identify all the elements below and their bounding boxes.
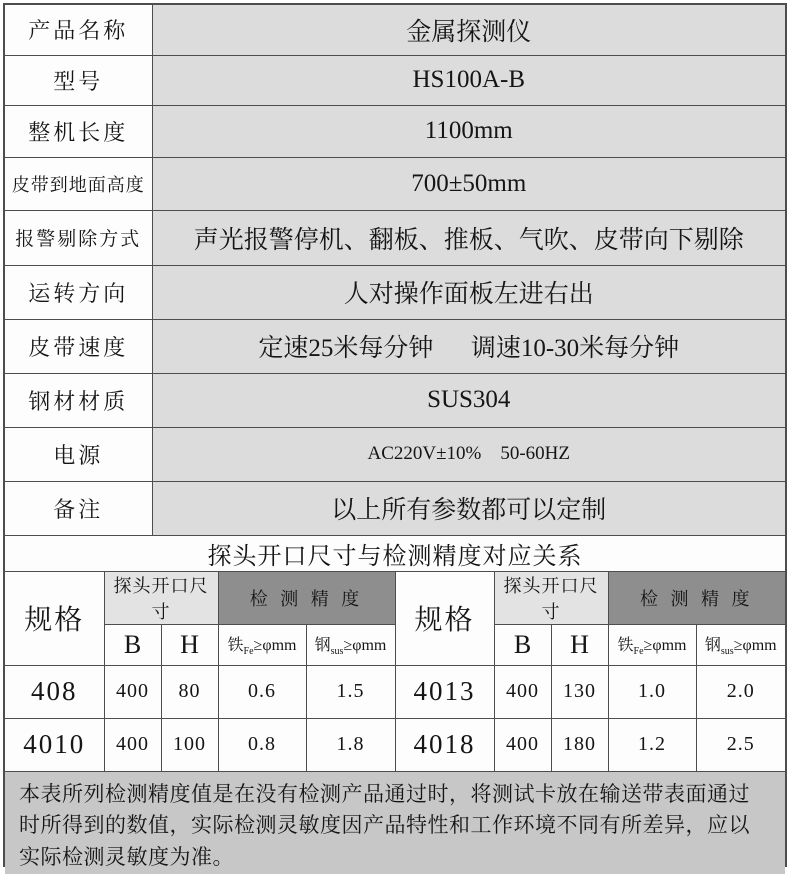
- precision-table: [5, 572, 785, 772]
- spec-table: [5, 5, 785, 536]
- precision-data-row: [5, 665, 785, 718]
- model-cell: 4018: [395, 718, 494, 771]
- spec-value-model: HS100A-B: [152, 55, 785, 105]
- iron-value-cell: 1.0: [608, 665, 696, 718]
- precision-header-left: 检 测 精 度: [218, 572, 395, 625]
- spec-label-run-direction: 运转方向: [5, 265, 152, 319]
- spec-value-steel-material: SUS304: [152, 373, 785, 427]
- width-header-right: B: [494, 624, 551, 665]
- steel-value-cell: 1.5: [306, 665, 395, 718]
- model-cell: 4013: [395, 665, 494, 718]
- spec-label-power: 电源: [5, 427, 152, 481]
- precision-data-row: [5, 718, 785, 771]
- spec-row: [5, 105, 785, 157]
- steel-value-cell: 1.8: [306, 718, 395, 771]
- width-cell: 400: [104, 718, 161, 771]
- spec-label-remark: 备注: [5, 481, 152, 535]
- spec-value-run-direction: 人对操作面板左进右出: [152, 265, 785, 319]
- width-cell: 400: [104, 665, 161, 718]
- spec-row: [5, 481, 785, 535]
- width-header-left: B: [104, 624, 161, 665]
- steel-value-cell: 2.0: [696, 665, 785, 718]
- spec-value-belt-speed: 定速25米每分钟 调速10-30米每分钟: [152, 319, 785, 373]
- height-header-left: H: [161, 624, 218, 665]
- spec-label-length: 整机长度: [5, 105, 152, 157]
- spec-row: [5, 373, 785, 427]
- spec-row: [5, 157, 785, 210]
- height-cell: 100: [161, 718, 218, 771]
- spec-column-header-left: 规格: [5, 572, 104, 666]
- spec-row: [5, 265, 785, 319]
- width-cell: 400: [494, 665, 551, 718]
- model-cell: 4010: [5, 718, 104, 771]
- height-cell: 130: [551, 665, 608, 718]
- iron-precision-header-right: 铁$_{Fe}$≥φmm: [608, 624, 696, 665]
- steel-value-cell: 2.5: [696, 718, 785, 771]
- spec-value-product-name: 金属探测仪: [152, 5, 785, 55]
- spec-value-remark: 以上所有参数都可以定制: [152, 481, 785, 535]
- model-cell: 408: [5, 665, 104, 718]
- iron-value-cell: 0.8: [218, 718, 306, 771]
- height-cell: 180: [551, 718, 608, 771]
- height-cell: 80: [161, 665, 218, 718]
- spec-row: [5, 210, 785, 265]
- spec-value-alarm-reject: 声光报警停机、翻板、推板、气吹、皮带向下剔除: [152, 210, 785, 265]
- spec-value-belt-height: 700±50mm: [152, 157, 785, 210]
- height-header-right: H: [551, 624, 608, 665]
- iron-value-cell: 1.2: [608, 718, 696, 771]
- spec-value-length: 1100mm: [152, 105, 785, 157]
- spec-row: [5, 5, 785, 55]
- iron-value-cell: 0.6: [218, 665, 306, 718]
- spec-label-belt-speed: 皮带速度: [5, 319, 152, 373]
- footnote: 本表所列检测精度值是在没有检测产品通过时，将测试卡放在输送带表面通过时所得到的数值，实际检测灵敏度因产品特性和工作环境不同有所差异，应以实际检测灵敏度为准。: [5, 772, 785, 874]
- section-title: 探头开口尺寸与检测精度对应关系: [5, 536, 785, 572]
- spec-row: [5, 319, 785, 373]
- spec-column-header-right: 规格: [395, 572, 494, 666]
- opening-size-header-left: 探头开口尺寸: [104, 572, 218, 625]
- precision-header-right: 检 测 精 度: [608, 572, 785, 625]
- spec-label-product-name: 产品名称: [5, 5, 152, 55]
- iron-precision-header-left: 铁$_{Fe}$≥φmm: [218, 624, 306, 665]
- spec-value-power: AC220V±10% 50-60HZ: [152, 427, 785, 481]
- steel-precision-header-left: 钢$_{sus}$≥φmm: [306, 624, 395, 665]
- precision-header-row-1: [5, 572, 785, 625]
- spec-label-model: 型号: [5, 55, 152, 105]
- product-spec-sheet: [3, 3, 787, 867]
- width-cell: 400: [494, 718, 551, 771]
- spec-label-steel-material: 钢材材质: [5, 373, 152, 427]
- spec-row: [5, 427, 785, 481]
- spec-label-alarm-reject: 报警剔除方式: [5, 210, 152, 265]
- steel-precision-header-right: 钢$_{sus}$≥φmm: [696, 624, 785, 665]
- spec-label-belt-height: 皮带到地面高度: [5, 157, 152, 210]
- spec-row: [5, 55, 785, 105]
- opening-size-header-right: 探头开口尺寸: [494, 572, 608, 625]
